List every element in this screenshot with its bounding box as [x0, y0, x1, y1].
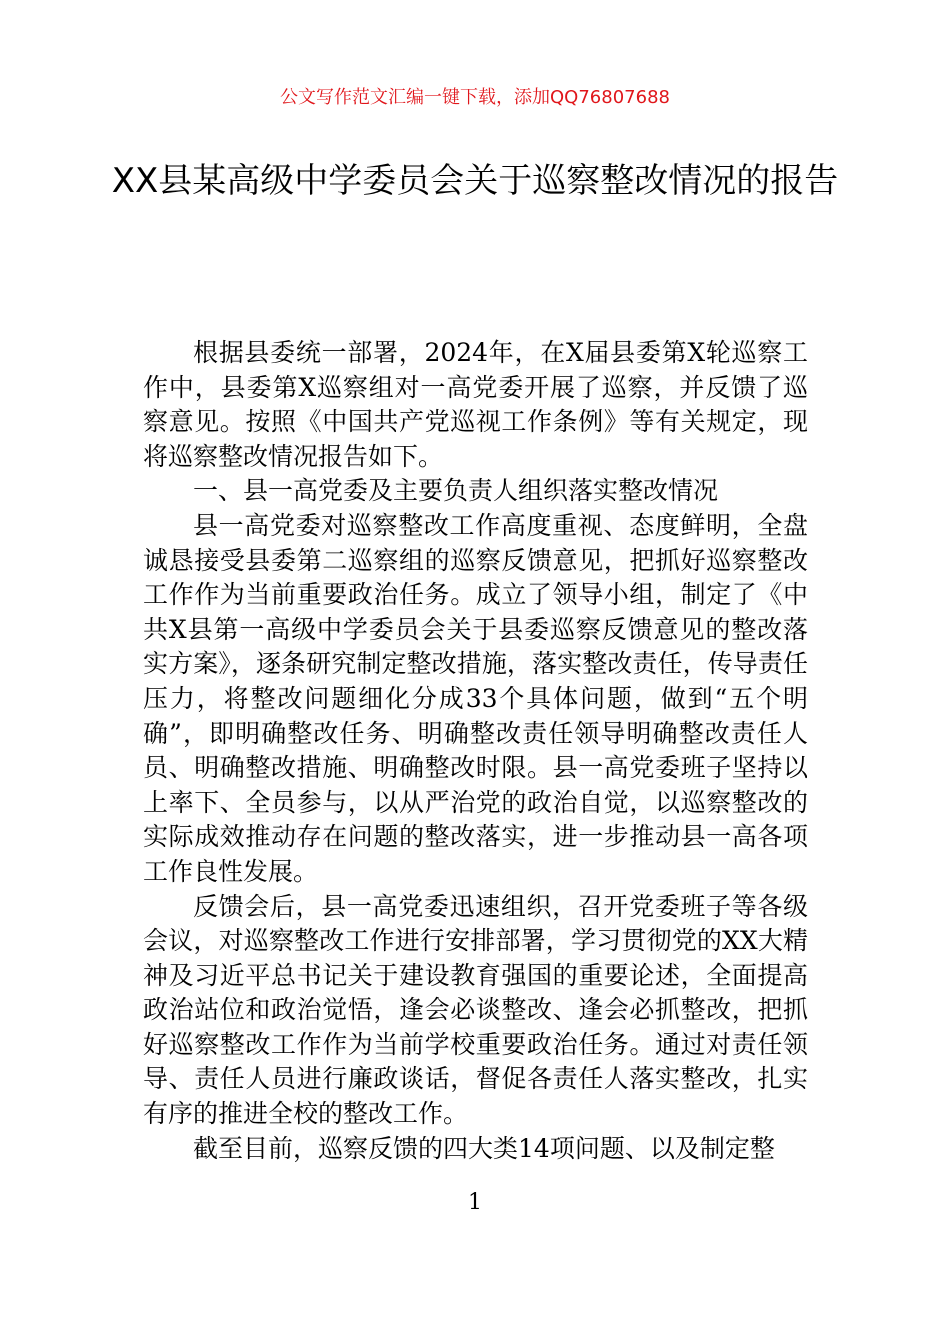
document-body — [143, 336, 808, 1166]
page-number: 1 — [468, 1190, 482, 1215]
paragraph-progress: 截至目前，巡察反馈的四大类14项问题、以及制定整 — [193, 1133, 775, 1163]
paragraph-meetings: 反馈会后，县一高党委迅速组织，召开党委班子等各级会议，对巡察整改工作进行安排部署，学习贯彻党的XX大精神及习近平总书记关于建设教育强国的重要论述，全面提高政治站位和政治觉悟，逢会必谈整改、逢会必抓整改，把抓好巡察整改工作作为当前学校重要政治任务。通过对责任领导、责任人员进行廉政谈话，督促各责任人落实整改，扎实有序的推进全校的整改工作。 — [143, 891, 808, 1129]
header-note: 公文写作范文汇编一键下载，添加QQ76807688 — [280, 87, 670, 108]
paragraph-organization: 县一高党委对巡察整改工作高度重视、态度鲜明，全盘诚恳接受县委第二巡察组的巡察反馈意见，把抓好巡察整改工作作为当前重要政治任务。成立了领导小组，制定了《中共X县第一高级中学委员会关于县委巡察反馈意见的整改落实方案》，逐条研究制定整改措施，落实整改责任，传导责任压力，将整改问题细化分成33个具体问题，做到“五个明确”，即明确整改任务、明确整改责任领导明确整改责任人员、明确整改措施、明确整改时限。县一高党委班子坚持以上率下、全员参与，以从严治党的政治自觉，以巡察整改的实际成效推动存在问题的整改落实，进一步推动县一高各项工作良性发展。 — [143, 510, 808, 886]
document-title: XX县某高级中学委员会关于巡察整改情况的报告 — [111, 161, 839, 201]
section-heading-1: 一、县一高党委及主要负责人组织落实整改情况 — [193, 476, 719, 506]
paragraph-intro: 根据县委统一部署，2024年，在X届县委第X轮巡察工作中，县委第X巡察组对一高党委开展了巡察，并反馈了巡察意见。按照《中国共产党巡视工作条例》等有关规定，现将巡察整改情况报告如下。 — [143, 338, 808, 471]
